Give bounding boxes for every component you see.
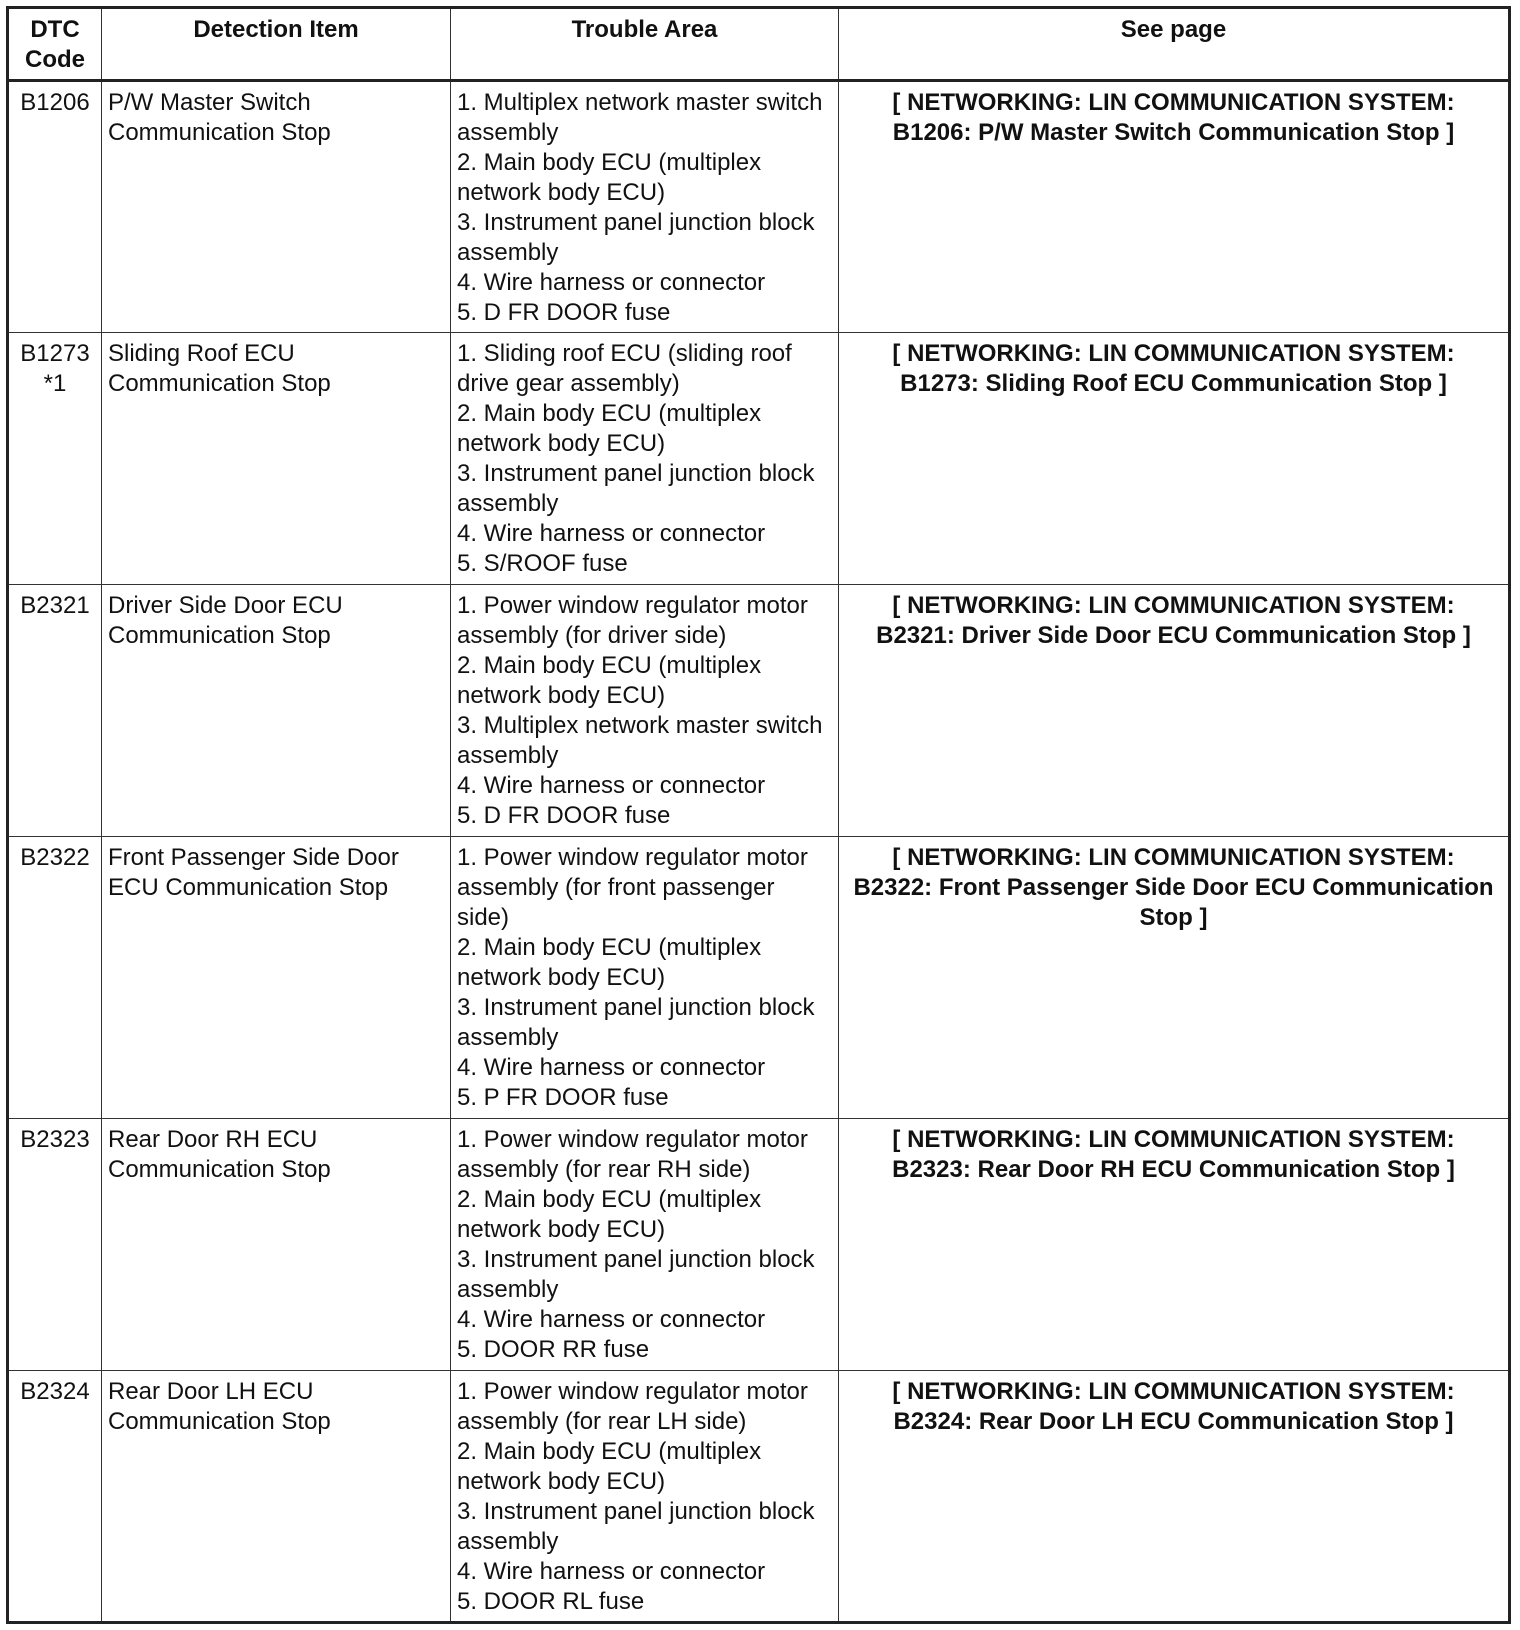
table-body [8,81,1510,1623]
dtc-code: B2322 [20,844,90,871]
trouble-area-line: 5. S/ROOF fuse [457,550,628,577]
trouble-area-cell [451,81,839,333]
trouble-area-line: 4. Wire harness or connector [457,1054,766,1081]
dtc-code-cell [8,837,102,1119]
trouble-area-line: 2. Main body ECU (multiplex network body ECU) [457,1438,762,1495]
table-row [8,585,1510,837]
trouble-area-line: 5. D FR DOOR fuse [457,802,671,829]
detection-item: Rear Door RH ECU Communication Stop [102,1119,451,1371]
header-detection-item: Detection Item [102,8,451,81]
trouble-area-line: 1. Multiplex network master switch assembly [457,89,823,146]
trouble-area-line: 3. Multiplex network master switch assembly [457,712,823,769]
trouble-area-cell [451,837,839,1119]
detection-item: Sliding Roof ECU Communication Stop [102,333,451,585]
trouble-area-line: 1. Power window regulator motor assembly (for driver side) [457,592,808,649]
trouble-area-line: 3. Instrument panel junction block assembly [457,1498,815,1555]
table-row [8,837,1510,1119]
see-page-link[interactable]: [ NETWORKING: LIN COMMUNICATION SYSTEM: B2323: Rear Door RH ECU Communication Stop ] [839,1119,1510,1371]
trouble-area-line: 5. P FR DOOR fuse [457,1084,669,1111]
trouble-area-line: 4. Wire harness or connector [457,772,766,799]
dtc-code: B2321 [20,592,90,619]
see-page-link[interactable]: [ NETWORKING: LIN COMMUNICATION SYSTEM: B2322: Front Passenger Side Door ECU Communication Stop ] [839,837,1510,1119]
trouble-area-line: 4. Wire harness or connector [457,520,766,547]
trouble-area-line: 5. DOOR RL fuse [457,1588,645,1615]
table-row [8,81,1510,333]
table-row [8,333,1510,585]
header-row [8,8,1510,81]
dtc-code: B1206 [20,89,90,116]
detection-item: P/W Master Switch Communication Stop [102,81,451,333]
trouble-area-cell [451,1119,839,1371]
trouble-area-line: 3. Instrument panel junction block assembly [457,994,815,1051]
see-page-link[interactable]: [ NETWORKING: LIN COMMUNICATION SYSTEM: B2324: Rear Door LH ECU Communication Stop ] [839,1371,1510,1623]
trouble-area-line: 2. Main body ECU (multiplex network body ECU) [457,1186,762,1243]
table-row [8,1371,1510,1623]
dtc-footnote-marker: *1 [43,370,67,397]
trouble-area-line: 4. Wire harness or connector [457,1558,766,1585]
dtc-code-cell [8,1119,102,1371]
detection-item: Rear Door LH ECU Communication Stop [102,1371,451,1623]
table-row [8,1119,1510,1371]
table-header [8,8,1510,81]
trouble-area-line: 4. Wire harness or connector [457,269,766,296]
dtc-code-cell [8,585,102,837]
trouble-area-line: 2. Main body ECU (multiplex network body ECU) [457,149,762,206]
trouble-area-line: 3. Instrument panel junction block assembly [457,460,815,517]
trouble-area-line: 4. Wire harness or connector [457,1306,766,1333]
trouble-area-line: 5. D FR DOOR fuse [457,299,671,326]
trouble-area-line: 1. Power window regulator motor assembly (for rear RH side) [457,1126,808,1183]
see-page-link[interactable]: [ NETWORKING: LIN COMMUNICATION SYSTEM: B1273: Sliding Roof ECU Communication Stop ] [839,333,1510,585]
trouble-area-cell [451,333,839,585]
trouble-area-cell [451,585,839,837]
dtc-code-cell [8,1371,102,1623]
see-page-link[interactable]: [ NETWORKING: LIN COMMUNICATION SYSTEM: B2321: Driver Side Door ECU Communication Stop ] [839,585,1510,837]
detection-item: Front Passenger Side Door ECU Communication Stop [102,837,451,1119]
trouble-area-line: 2. Main body ECU (multiplex network body ECU) [457,400,762,457]
trouble-area-line: 3. Instrument panel junction block assembly [457,1246,815,1303]
trouble-area-line: 2. Main body ECU (multiplex network body ECU) [457,934,762,991]
dtc-code: B1273 [20,340,90,367]
trouble-area-line: 3. Instrument panel junction block assembly [457,209,815,266]
header-trouble-area: Trouble Area [451,8,839,81]
see-page-link[interactable]: [ NETWORKING: LIN COMMUNICATION SYSTEM: B1206: P/W Master Switch Communication Stop ] [839,81,1510,333]
trouble-area-line: 2. Main body ECU (multiplex network body ECU) [457,652,762,709]
trouble-area-line: 5. DOOR RR fuse [457,1336,650,1363]
dtc-code-cell [8,333,102,585]
dtc-table [6,6,1511,1624]
trouble-area-line: 1. Sliding roof ECU (sliding roof drive gear assembly) [457,340,792,397]
dtc-code: B2324 [20,1378,90,1405]
trouble-area-line: 1. Power window regulator motor assembly (for rear LH side) [457,1378,808,1435]
dtc-code: B2323 [20,1126,90,1153]
trouble-area-line: 1. Power window regulator motor assembly (for front passenger side) [457,844,808,931]
header-see-page: See page [839,8,1510,81]
header-dtc-code: DTC Code [8,8,102,81]
detection-item: Driver Side Door ECU Communication Stop [102,585,451,837]
dtc-code-cell [8,81,102,333]
trouble-area-cell [451,1371,839,1623]
